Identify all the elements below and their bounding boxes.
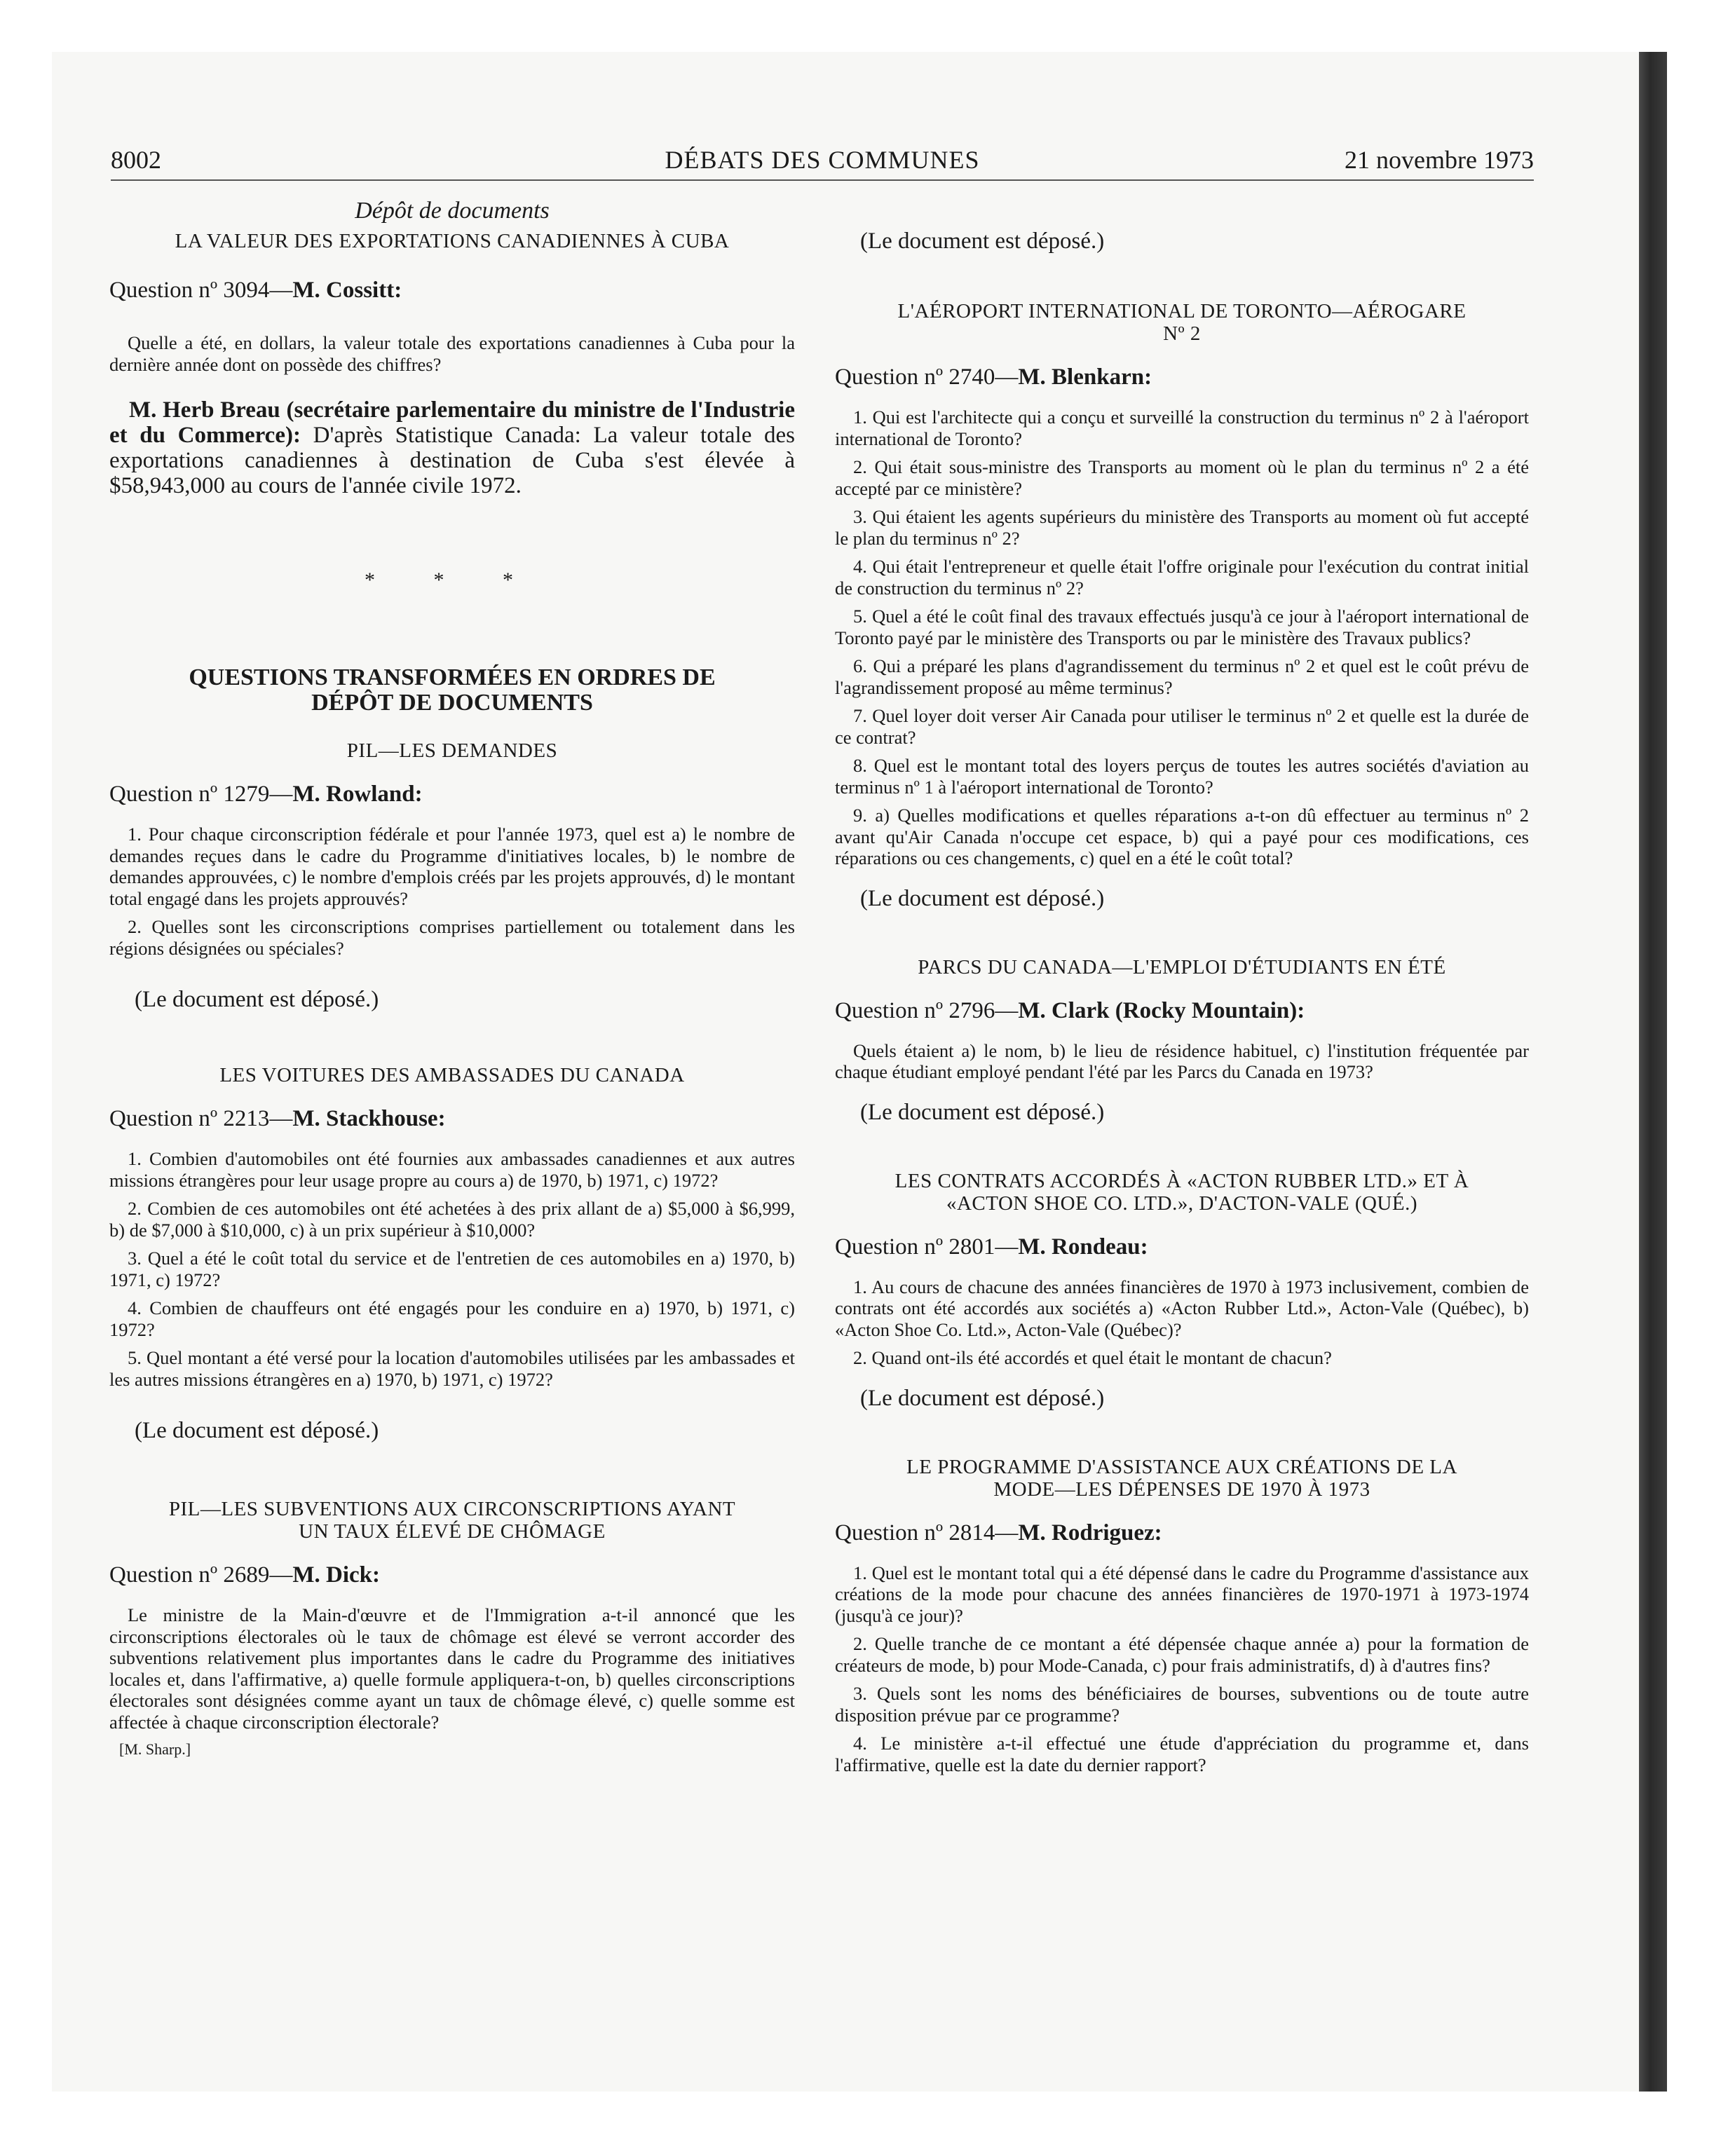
question-line: Question nº 2740—M. Blenkarn: (835, 364, 1152, 390)
right-column (835, 196, 1529, 1782)
binding-edge (1639, 52, 1667, 2092)
item-programme-mode (835, 1456, 1529, 1776)
item-pil-demandes (109, 739, 795, 1014)
item-heading-line-2: MODE—LES DÉPENSES DE 1970 À 1973 (993, 1478, 1370, 1501)
question-paragraph: 4. Le ministère a-t-il effectué une étude d'appréciation du programme et, dans l'affirmative, quelle est la date du dernier rapport? (835, 1733, 1529, 1775)
item-heading: LA VALEUR DES EXPORTATIONS CANADIENNES À CUBA (175, 230, 730, 252)
item-heading-line-2: «ACTON SHOE CO. LTD.», D'ACTON-VALE (QUÉ.) (946, 1192, 1417, 1215)
item-heading-line-1: PIL—LES SUBVENTIONS AUX CIRCONSCRIPTIONS AYANT (168, 1498, 736, 1520)
item-heading-line-1: L'AÉROPORT INTERNATIONAL DE TORONTO—AÉROGARE (897, 300, 1467, 322)
question-paragraph: 3. Quels sont les noms des bénéficiaires de bourses, subventions ou de toute autre disposition prévue par ce programme? (835, 1683, 1529, 1726)
member-name: M. Blenkarn: (1018, 364, 1152, 390)
document-deposited: (Le document est déposé.) (860, 1385, 1105, 1411)
member-name: M. Dick: (292, 1562, 381, 1588)
question-paragraph: 5. Quel a été le coût final des travaux effectués jusqu'à ce jour à l'aéroport international de Toronto payé par le ministère des Transports ou par le ministère des Travaux publics? (835, 606, 1529, 648)
question-line: Question nº 2689—M. Dick: (109, 1562, 381, 1588)
item-heading-line-1: LES CONTRATS ACCORDÉS À «ACTON RUBBER LTD.» ET À (894, 1169, 1469, 1192)
item-parcs-canada (835, 956, 1529, 1126)
question-line: Question nº 2801—M. Rondeau: (835, 1234, 1148, 1260)
question-paragraph: 2. Quelles sont les circonscriptions comprises partiellement ou totalement dans les régions désignées ou spéciales? (109, 916, 795, 959)
member-name: M. Clark (Rocky Mountain): (1018, 997, 1305, 1023)
item-heading: LES VOITURES DES AMBASSADES DU CANADA (219, 1064, 685, 1086)
question-paragraph: 2. Combien de ces automobiles ont été achetées à des prix allant de a) $5,000 à $6,999, b) de $7,000 à $10,000, c) à un prix supérieur à $10,000? (109, 1198, 795, 1241)
publication-title: DÉBATS DES COMMUNES (665, 146, 980, 174)
question-text: Quelle a été, en dollars, la valeur totale des exportations canadiennes à Cuba pour la dernière année dont on possède des chiffres? (109, 332, 795, 375)
item-exports-cuba (109, 230, 795, 498)
question-paragraph: 4. Combien de chauffeurs ont été engagés pour les conduire en a) 1970, b) 1971, c) 1972? (109, 1297, 795, 1340)
document-deposited: (Le document est déposé.) (860, 885, 1105, 911)
big-title (109, 665, 795, 716)
item-voitures-ambassades (109, 1064, 795, 1445)
question-text: Le ministre de la Main-d'œuvre et de l'Immigration a-t-il annoncé que les circonscriptions électorales où le taux de chômage est élevé se verront accorder des subventions relativement plus importantes dans le cadre du Programme des initiatives locales et, dans l'affirmative, a) quelle formule appliquera-t-on, b) quelles circonscriptions électorales sont désignées comme ayant un taux de chômage élevé, c) quelle somme est affectée à chaque circonscription électorale? (109, 1604, 795, 1733)
page-header (111, 143, 1534, 181)
member-name: M. Rowland: (292, 782, 423, 807)
question-paragraph: 2. Quand ont-ils été accordés et quel était le montant de chacun? (853, 1347, 1332, 1368)
item-heading: PIL—LES DEMANDES (346, 739, 558, 762)
question-paragraph: 1. Combien d'automobiles ont été fournies aux ambassades canadiennes et aux autres missions étrangères pour leur usage propre au cours a) de 1970, b) 1971, c) 1972? (109, 1148, 795, 1191)
item-heading-line-1: LE PROGRAMME D'ASSISTANCE AUX CRÉATIONS DE LA (906, 1455, 1457, 1478)
member-name: M. Cossitt: (292, 278, 402, 303)
question-line: Question nº 3094—M. Cossitt: (109, 278, 402, 303)
member-name: M. Rodriguez: (1018, 1520, 1162, 1546)
answer-speaker: M. Herb Breau (secrétaire parlementaire du ministre de l'Industrie et du Commerce): (109, 397, 795, 448)
question-paragraph: 9. a) Quelles modifications et quelles réparations a-t-on dû effectuer au terminus nº 2 avant qu'Air Canada n'occupe cet espace, b) qui a payé pour ces modifications, ces réparations ou ces changements, c) quel en a été le coût total? (835, 805, 1529, 868)
section-label: Dépôt de documents (355, 198, 550, 224)
document-deposited: (Le document est déposé.) (860, 228, 1105, 254)
question-paragraph: 6. Qui a préparé les plans d'agrandissement du terminus nº 2 et quel est le coût prévu de l'agrandissement proposé au même terminus? (835, 655, 1529, 698)
question-paragraph: 1. Quel est le montant total qui a été dépensé dans le cadre du Programme d'assistance aux créations de la mode pour chacune des années financières de 1970-1971 à 1973-1974 (jusqu'à ce jour)? (835, 1562, 1529, 1626)
document-deposited: (Le document est déposé.) (135, 987, 379, 1012)
question-paragraph: 4. Qui était l'entrepreneur et quelle était l'offre originale pour l'exécution du contrat initial de construction du terminus nº 2? (835, 556, 1529, 599)
member-name: M. Stackhouse: (292, 1106, 446, 1131)
item-heading-line-2: UN TAUX ÉLEVÉ DE CHÔMAGE (299, 1520, 606, 1543)
question-paragraph: 7. Quel loyer doit verser Air Canada pour utiliser le terminus nº 2 et quelle est la durée de ce contrat? (835, 705, 1529, 748)
left-column (109, 196, 795, 1759)
answer-text: M. Herb Breau (secrétaire parlementaire du ministre de l'Industrie et du Commerce): D'après Statistique Canada: La valeur totale des exportations canadiennes à destination de Cuba s'est élevée à $58,943,000 au cours de l'année civile 1972. (109, 397, 795, 498)
question-text: Quels étaient a) le nom, b) le lieu de résidence habituel, c) l'institution fréquentée par chaque étudiant employé pendant l'été par les Parcs du Canada en 1973? (835, 1039, 1529, 1082)
item-aeroport-toronto (835, 300, 1529, 913)
question-paragraph: 2. Qui était sous-ministre des Transports au moment où le plan du terminus nº 2 a été accepté par ce ministère? (835, 456, 1529, 499)
document-deposited: (Le document est déposé.) (860, 1099, 1105, 1125)
question-paragraph: 5. Quel montant a été versé pour la location d'automobiles utilisées par les ambassades et les autres missions étrangères en a) 1970, b) 1971, c) 1972? (109, 1347, 795, 1390)
question-paragraph: 1. Qui est l'architecte qui a conçu et surveillé la construction du terminus nº 2 à l'aéroport international de Toronto? (835, 407, 1529, 449)
question-paragraph: 3. Qui étaient les agents supérieurs du ministère des Transports au moment où fut accepté le plan du terminus nº 2? (835, 506, 1529, 549)
document-deposited: (Le document est déposé.) (135, 1418, 379, 1443)
question-paragraph: 1. Pour chaque circonscription fédérale et pour l'année 1973, quel est a) le nombre de demandes reçues dans le cadre du Programme d'initiatives locales, b) le nombre de demandes approuvées, c) le nombre d'emplois créés par les projets approuvés, d) le montant total engagé dans les projets approuvés? (109, 824, 795, 909)
member-name: M. Rondeau: (1018, 1234, 1148, 1260)
item-contrats-acton (835, 1170, 1529, 1412)
big-title-line-2: DÉPÔT DE DOCUMENTS (311, 690, 593, 716)
question-line: Question nº 2213—M. Stackhouse: (109, 1106, 446, 1131)
question-paragraph: 3. Quel a été le coût total du service et de l'entretien de ces automobiles en a) 1970, b) 1971, c) 1972? (109, 1248, 795, 1290)
item-pil-subventions (109, 1498, 795, 1759)
page-number: 8002 (111, 146, 161, 174)
question-line: Question nº 2814—M. Rodriguez: (835, 1520, 1162, 1546)
section-divider: * * * (365, 568, 540, 592)
speaker-credit: [M. Sharp.] (119, 1740, 191, 1758)
question-line: Question nº 2796—M. Clark (Rocky Mountain): (835, 997, 1305, 1023)
question-paragraph: 8. Quel est le montant total des loyers perçus de toutes les autres sociétés d'aviation au terminus nº 1 à l'aéroport international de Toronto? (835, 755, 1529, 798)
question-line: Question nº 1279—M. Rowland: (109, 782, 423, 807)
publication-date: 21 novembre 1973 (1345, 146, 1534, 174)
item-heading-line-2: Nº 2 (1163, 322, 1201, 345)
big-title-line-1: QUESTIONS TRANSFORMÉES EN ORDRES DE (189, 664, 716, 690)
question-paragraph: 1. Au cours de chacune des années financières de 1970 à 1973 inclusivement, combien de contrats ont été accordés aux sociétés a) «Acton Rubber Ltd.», Acton-Vale (Québec), b) «Acton Shoe Co. Ltd.», Acton-Vale (Québec)? (835, 1276, 1529, 1340)
question-paragraph: 2. Quelle tranche de ce montant a été dépensée chaque année a) pour la formation de créateurs de mode, b) pour Mode-Canada, c) pour frais administratifs, d) à d'autres fins? (835, 1633, 1529, 1676)
item-heading: PARCS DU CANADA—L'EMPLOI D'ÉTUDIANTS EN ÉTÉ (918, 955, 1446, 978)
